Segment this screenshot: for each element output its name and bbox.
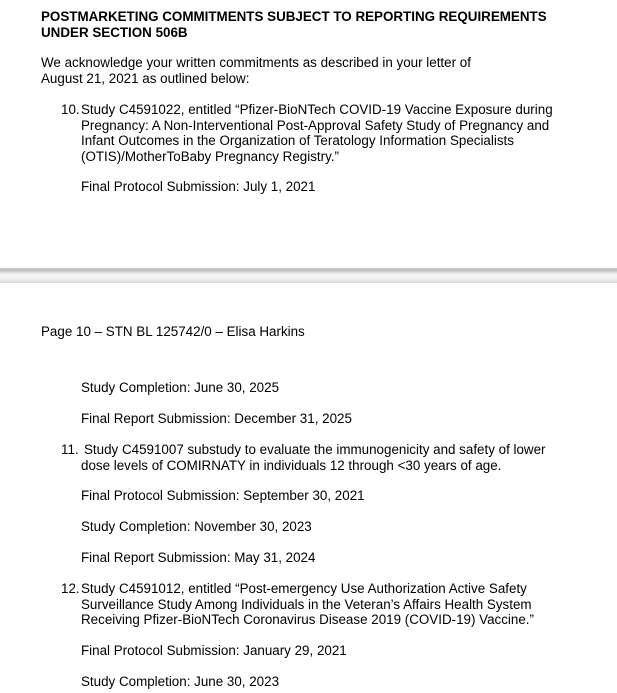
- item12-protocol-submission: Final Protocol Submission: January 29, 2021: [81, 643, 347, 658]
- item10-protocol-submission: Final Protocol Submission: July 1, 2021: [81, 179, 316, 194]
- section-heading-line1: POSTMARKETING COMMITMENTS SUBJECT TO REPORTING REQUIREMENTS: [41, 9, 547, 24]
- intro-line1: We acknowledge your written commitments as described in your letter of: [41, 55, 471, 70]
- item10-description: [81, 102, 553, 164]
- page-break-separator: [0, 268, 617, 283]
- item12-line3: Receiving Pfizer-BioNTech Coronavirus Disease 2019 (COVID-19) Vaccine.”: [81, 612, 534, 627]
- item11-line2: dose levels of COMIRNATY in individuals 12 through <30 years of age.: [81, 458, 502, 473]
- item12-description: [81, 581, 534, 628]
- item10-line4: (OTIS)/MotherToBaby Pregnancy Registry.”: [81, 148, 339, 164]
- item10-number: 10.: [61, 102, 80, 117]
- page-header: Page 10 – STN BL 125742/0 – Elisa Harkins: [41, 324, 305, 339]
- item12-line1: Study C4591012, entitled “Post-emergency Use Authorization Active Safety: [81, 581, 527, 596]
- item11-report-submission: Final Report Submission: May 31, 2024: [81, 550, 316, 565]
- item12-study-completion: Study Completion: June 30, 2023: [81, 674, 280, 689]
- item11-study-completion: Study Completion: November 30, 2023: [81, 519, 312, 534]
- item12-number: 12.: [61, 581, 80, 596]
- item11-protocol-submission: Final Protocol Submission: September 30, 2021: [81, 488, 365, 503]
- item10-line2: Pregnancy: A Non-Interventional Post-Approval Safety Study of Pregnancy and: [81, 117, 550, 133]
- item10-line3: Infant Outcomes in the Organization of Teratology Information Specialists: [81, 133, 514, 148]
- item11-line1: Study C4591007 substudy to evaluate the immunogenicity and safety of lower: [84, 442, 546, 457]
- item12-line2: Surveillance Study Among Individuals in the Veteran’s Affairs Health System: [81, 596, 532, 612]
- item10-line1: Study C4591022, entitled “Pfizer-BioNTech COVID-19 Vaccine Exposure during: [81, 102, 553, 117]
- intro-line2: August 21, 2021 as outlined below:: [41, 71, 250, 86]
- section-heading-line2: UNDER SECTION 506B: [41, 25, 188, 40]
- item11-description: [84, 442, 546, 458]
- item11-number: 11.: [61, 442, 79, 457]
- item10-study-completion: Study Completion: June 30, 2025: [81, 380, 280, 395]
- item10-report-submission: Final Report Submission: December 31, 2025: [81, 411, 352, 426]
